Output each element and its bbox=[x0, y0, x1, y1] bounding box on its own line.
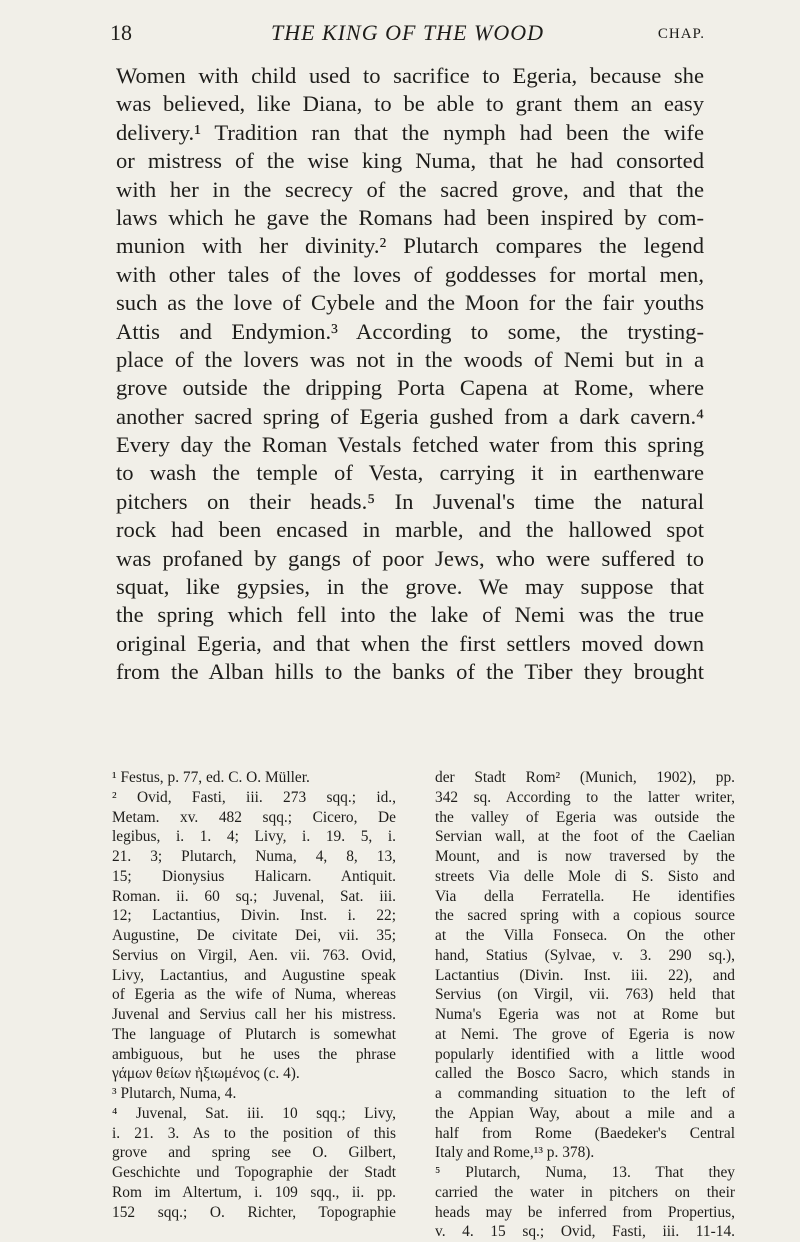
body-line: another sacred spring of Egeria gushed from a dark cavern.⁴ bbox=[116, 403, 704, 429]
body-text bbox=[116, 62, 704, 687]
body-line: was profaned by gangs of poor Jews, who were suffered to bbox=[116, 545, 704, 571]
footnote-line: Roman. ii. 60 sq.; Juvenal, Sat. iii. bbox=[112, 887, 396, 905]
body-line: was believed, like Diana, to be able to grant them an easy bbox=[116, 91, 704, 117]
body-line: Women with child used to sacrifice to Egeria, because she bbox=[116, 63, 704, 88]
footnote-line: Servian wall, at the foot of the Caelian bbox=[435, 828, 735, 846]
body-line: with her in the secrecy of the sacred grove, and that the bbox=[116, 176, 704, 202]
footnote-line: ⁴ Juvenal, Sat. iii. 10 sqq.; Livy, bbox=[112, 1104, 396, 1122]
body-line: to wash the temple of Vesta, carrying it in earthenware bbox=[116, 460, 704, 486]
chapter-label: CHAP. bbox=[657, 26, 705, 42]
page-header bbox=[110, 20, 705, 60]
footnote-line: of Egeria as the wife of Numa, whereas bbox=[112, 986, 396, 1004]
footnote-line: Mount, and is now traversed by the bbox=[435, 848, 735, 865]
footnote-line: ambiguous, but he uses the phrase bbox=[112, 1045, 396, 1063]
footnote-line: der Stadt Rom² (Munich, 1902), pp. bbox=[435, 769, 735, 786]
footnote-line: streets Via delle Mole di S. Sisto and bbox=[435, 867, 735, 885]
footnote-line: Via della Ferratella. He identifies bbox=[435, 887, 735, 905]
body-line: with other tales of the loves of goddesses for mortal men, bbox=[116, 261, 704, 287]
body-line: the spring which fell into the lake of Nemi was the true bbox=[116, 602, 704, 628]
body-line: from the Alban hills to the banks of the Tiber they brought bbox=[116, 659, 704, 685]
footnotes-right-column bbox=[435, 768, 735, 1242]
footnote-line: Italy and Rome,¹³ p. 378). bbox=[435, 1144, 595, 1162]
body-line: delivery.¹ Tradition ran that the nymph had been the wife bbox=[116, 119, 704, 145]
footnote-line: a commanding situation to the left of bbox=[435, 1085, 735, 1102]
footnote-line: 21. 3; Plutarch, Numa, 4, 8, 13, bbox=[112, 848, 396, 865]
footnote-line: Servius (on Virgil, vii. 763) held that bbox=[435, 986, 735, 1004]
footnote-line: ⁵ Plutarch, Numa, 13. That they bbox=[435, 1164, 735, 1181]
footnote-line: ³ Plutarch, Numa, 4. bbox=[112, 1085, 237, 1102]
footnote-line: 152 sqq.; O. Richter, Topographie bbox=[112, 1203, 396, 1221]
footnote-line: Numa's Egeria was not at Rome but bbox=[435, 1006, 735, 1023]
running-title: THE KING OF THE WOOD bbox=[271, 20, 544, 45]
footnote-line: Juvenal and Servius call her his mistress. bbox=[112, 1006, 396, 1023]
footnote-line: at the Villa Fonseca. On the other bbox=[435, 927, 735, 944]
footnotes-left-column bbox=[112, 768, 396, 1222]
footnote-line: 12; Lactantius, Divin. Inst. i. 22; bbox=[112, 907, 396, 925]
body-line: pitchers on their heads.⁵ In Juvenal's time the natural bbox=[116, 488, 704, 514]
body-line: laws which he gave the Romans had been inspired by com- bbox=[116, 204, 704, 230]
footnote-line: at Nemi. The grove of Egeria is now bbox=[435, 1025, 735, 1043]
footnote-line: hand, Statius (Sylvae, v. 3. 290 sq.), bbox=[435, 946, 735, 964]
footnote-line: Augustine, De civitate Dei, vii. 35; bbox=[112, 927, 396, 944]
footnote-line: Geschichte und Topographie der Stadt bbox=[112, 1164, 396, 1181]
footnote-line: legibus, i. 1. 4; Livy, i. 19. 5, i. bbox=[112, 828, 396, 846]
body-line: original Egeria, and that when the first settlers moved down bbox=[116, 630, 704, 656]
footnote-line: 15; Dionysius Halicarn. Antiquit. bbox=[112, 867, 396, 885]
body-line: such as the love of Cybele and the Moon for the fair youths bbox=[116, 290, 704, 316]
footnote-line: the Appian Way, about a mile and a bbox=[435, 1104, 735, 1122]
body-line: grove outside the dripping Porta Capena at Rome, where bbox=[116, 375, 704, 401]
body-line: Every day the Roman Vestals fetched water from this spring bbox=[116, 432, 704, 458]
footnote-line: half from Rome (Baedeker's Central bbox=[435, 1124, 735, 1142]
footnote-line: the sacred spring with a copious source bbox=[435, 907, 735, 925]
body-line: or mistress of the wise king Numa, that he had consorted bbox=[116, 148, 704, 174]
footnote-line: The language of Plutarch is somewhat bbox=[112, 1025, 396, 1043]
footnote-line: Lactantius (Divin. Inst. iii. 22), and bbox=[435, 966, 735, 984]
page-number: 18 bbox=[110, 20, 132, 45]
footnote-line: grove and spring see O. Gilbert, bbox=[112, 1144, 396, 1162]
body-line: rock had been encased in marble, and the hallowed spot bbox=[116, 517, 704, 543]
footnote-line: the valley of Egeria was outside the bbox=[435, 808, 735, 826]
body-line: squat, like gypsies, in the grove. We may suppose that bbox=[116, 574, 704, 600]
footnote-line: Metam. xv. 482 sqq.; Cicero, De bbox=[112, 808, 396, 826]
footnote-line: v. 4. 15 sq.; Ovid, Fasti, iii. 11-14. bbox=[435, 1223, 735, 1241]
footnote-line: ² Ovid, Fasti, iii. 273 sqq.; id., bbox=[112, 788, 396, 806]
footnote-line: γάμων θείων ἠξιωμένος (c. 4). bbox=[112, 1065, 300, 1083]
body-line: munion with her divinity.² Plutarch compares the legend bbox=[116, 233, 704, 259]
footnote-line: heads may be inferred from Propertius, bbox=[435, 1203, 735, 1221]
body-line: Attis and Endymion.³ According to some, the trysting- bbox=[116, 318, 704, 344]
footnote-line: 342 sq. According to the latter writer, bbox=[435, 788, 735, 806]
footnote-line: Servius on Virgil, Aen. vii. 763. Ovid, bbox=[112, 946, 396, 964]
body-line: place of the lovers was not in the woods of Nemi but in a bbox=[116, 346, 704, 372]
footnote-line: called the Bosco Sacro, which stands in bbox=[435, 1065, 735, 1083]
footnote-line: ¹ Festus, p. 77, ed. C. O. Müller. bbox=[112, 769, 310, 786]
footnote-line: i. 21. 3. As to the position of this bbox=[112, 1124, 396, 1142]
footnote-line: popularly identified with a little wood bbox=[435, 1045, 735, 1063]
footnote-line: Rom im Altertum, i. 109 sqq., ii. pp. bbox=[112, 1183, 396, 1201]
footnote-line: carried the water in pitchers on their bbox=[435, 1183, 735, 1201]
footnote-line: Livy, Lactantius, and Augustine speak bbox=[112, 966, 396, 984]
